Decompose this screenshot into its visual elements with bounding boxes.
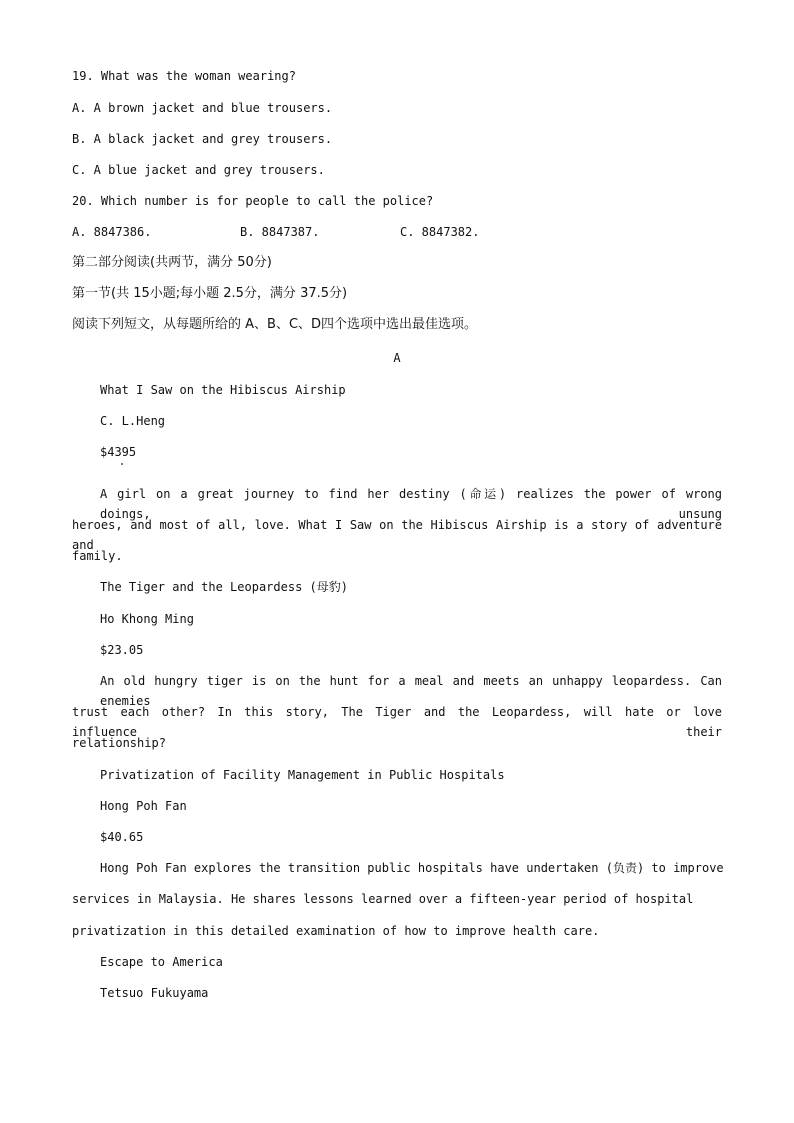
book-description-line: trust each other? In this story, The Tiger and the Leopardess, will hate or love influence their xyxy=(72,705,722,739)
book-price: $40.65 xyxy=(100,830,144,844)
book-description-line: Hong Poh Fan explores the transition public hospitals have undertaken (负责) to improve xyxy=(100,861,724,875)
book-author: C. L.Heng xyxy=(100,414,166,428)
question-20-option-b: B. 8847387. xyxy=(240,225,320,239)
part-title: 第二部分阅读(共两节，满分 50分) xyxy=(72,255,272,270)
book-author: Tetsuo Fukuyama xyxy=(100,986,209,1000)
book-author: Ho Khong Ming xyxy=(100,612,194,626)
book-description-line: heroes, and most of all, love. What I Saw on the Hibiscus Airship is a story of adventure and xyxy=(72,518,722,552)
question-20-option-c: C. 8847382. xyxy=(400,225,480,239)
question-19-option-a: A. A brown jacket and blue trousers. xyxy=(72,101,333,115)
question-19-option-b: B. A black jacket and grey trousers. xyxy=(72,132,333,146)
question-20-stem: 20. Which number is for people to call the police? xyxy=(72,194,434,208)
question-20-options xyxy=(72,222,722,242)
question-19-stem: 19. What was the woman wearing? xyxy=(72,69,296,83)
scan-dot-mark xyxy=(121,463,123,465)
book-description-line: An old hungry tiger is on the hunt for a meal and meets an unhappy leopardess. Can enemies xyxy=(100,674,722,708)
book-title: Escape to America xyxy=(100,955,223,969)
passage-label: A xyxy=(393,351,401,365)
book-description-line: A girl on a great journey to find her destiny (命运) realizes the power of wrong doings, unsung xyxy=(100,487,722,521)
reading-instruction: 阅读下列短文，从每题所给的 A、B、C、D四个选项中选出最佳选项。 xyxy=(72,317,478,332)
book-title: Privatization of Facility Management in Public Hospitals xyxy=(100,768,505,782)
book-description-line: privatization in this detailed examination of how to improve health care. xyxy=(72,924,600,938)
book-price: $23.05 xyxy=(100,643,144,657)
book-description-line: services in Malaysia. He shares lessons learned over a fifteen-year period of hospital xyxy=(72,892,694,906)
question-19-option-c: C. A blue jacket and grey trousers. xyxy=(72,163,325,177)
book-price: $4395 xyxy=(100,445,137,459)
book-description-line: family. xyxy=(72,549,123,563)
section-subtitle: 第一节(共 15小题;每小题 2.5分，满分 37.5分) xyxy=(72,286,348,301)
book-title: What I Saw on the Hibiscus Airship xyxy=(100,383,346,397)
book-description-line: relationship? xyxy=(72,736,166,750)
book-author: Hong Poh Fan xyxy=(100,799,187,813)
book-title: The Tiger and the Leopardess (母豹) xyxy=(100,580,348,594)
question-20-option-a: A. 8847386. xyxy=(72,225,152,239)
